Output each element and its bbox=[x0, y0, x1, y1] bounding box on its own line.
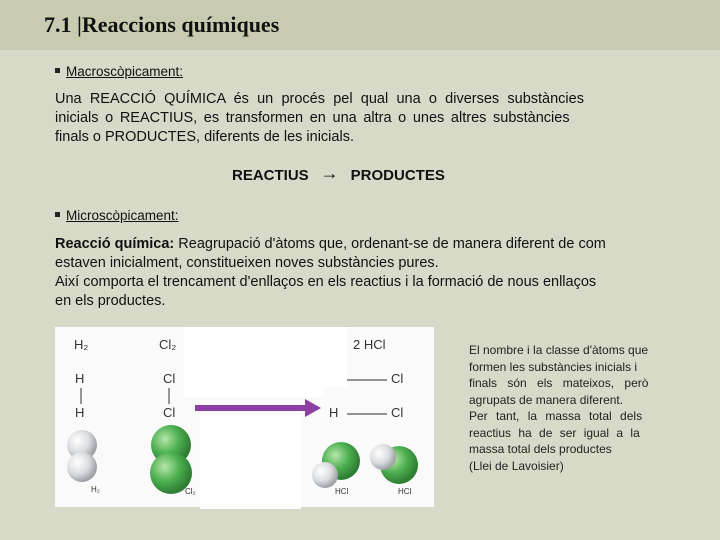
blank-area bbox=[184, 387, 324, 397]
note-line: massa total dels productes bbox=[469, 442, 612, 456]
note-line: Per tant, la massa total dels bbox=[469, 409, 643, 423]
label-cl2: Cl₂ bbox=[159, 337, 177, 352]
caption-hcl: HCl bbox=[398, 487, 412, 496]
note-line: formen les substàncies inicials i bbox=[469, 359, 638, 374]
note-line: El nombre i la classe d'àtoms que bbox=[469, 343, 649, 357]
reaction-equation bbox=[232, 164, 445, 185]
bullet-square-icon bbox=[55, 212, 60, 217]
bullet-label: Microscòpicament: bbox=[66, 208, 179, 223]
note-line: (Llei de Lavoisier) bbox=[469, 458, 564, 473]
bullet-microscopic bbox=[55, 208, 179, 223]
paragraph-definition bbox=[55, 90, 661, 147]
paragraph-microscopic bbox=[55, 235, 665, 311]
atom-cl: Cl bbox=[163, 405, 176, 420]
atom-h: H bbox=[329, 405, 339, 420]
note-line: agrupats de manera diferent. bbox=[469, 392, 624, 407]
atom-h: H bbox=[75, 405, 85, 420]
equation-reactants: REACTIUS bbox=[232, 167, 309, 184]
text-line: en els productes. bbox=[55, 293, 166, 309]
page-title: 7.1 |Reaccions químiques bbox=[44, 12, 280, 37]
blank-area bbox=[184, 327, 347, 387]
bullet-label: Macroscòpicament: bbox=[66, 64, 184, 79]
bullet-square-icon bbox=[55, 68, 60, 73]
text-line: finals o PRODUCTES, diferents de les inicials. bbox=[55, 129, 354, 145]
label-h2: H₂ bbox=[74, 337, 89, 352]
bond-line-icon bbox=[77, 387, 85, 405]
note-line: reactius ha de ser igual a la bbox=[469, 425, 640, 440]
text-line bbox=[55, 235, 665, 254]
blank-area bbox=[200, 415, 301, 509]
lavoisier-note bbox=[469, 342, 679, 474]
text-line: Així comporta el trencament d'enllaços en els reactius i la formació de nous enllaços bbox=[55, 274, 597, 290]
bond-line-icon bbox=[345, 411, 389, 417]
h2-molecule-model-icon bbox=[59, 427, 105, 491]
equation-products: PRODUCTES bbox=[350, 167, 445, 184]
term-reaccio-quimica: Reacció química: bbox=[55, 236, 175, 252]
atom-h: H bbox=[75, 371, 85, 386]
atom-cl: Cl bbox=[391, 371, 404, 386]
caption-h2: H₂ bbox=[91, 485, 100, 494]
text-line: Una REACCIÓ QUÍMICA és un procés pel qual una o diverses substàncies bbox=[55, 91, 584, 107]
bond-line-icon bbox=[345, 377, 389, 383]
hcl-molecule-model-icon bbox=[365, 439, 425, 495]
term-definition: Reagrupació d'àtoms que, ordenant-se de manera diferent de com bbox=[174, 236, 606, 252]
atom-cl: Cl bbox=[163, 371, 176, 386]
text-line: inicials o REACTIUS, es transformen en una altra o unes altres substàncies bbox=[55, 110, 570, 126]
title-bar bbox=[0, 0, 720, 50]
bond-line-icon bbox=[165, 387, 173, 405]
reaction-figure bbox=[55, 327, 434, 507]
bullet-macroscopic bbox=[55, 64, 183, 79]
label-2hcl: 2 HCl bbox=[353, 337, 386, 352]
note-line: finals són els mateixos, però bbox=[469, 376, 649, 390]
reaction-arrow-icon: → bbox=[320, 163, 339, 183]
caption-hcl: HCl bbox=[335, 487, 349, 496]
caption-cl2: Cl₂ bbox=[185, 487, 196, 496]
atom-cl: Cl bbox=[391, 405, 404, 420]
text-line: estaven inicialment, constitueixen noves substàncies pures. bbox=[55, 255, 439, 271]
